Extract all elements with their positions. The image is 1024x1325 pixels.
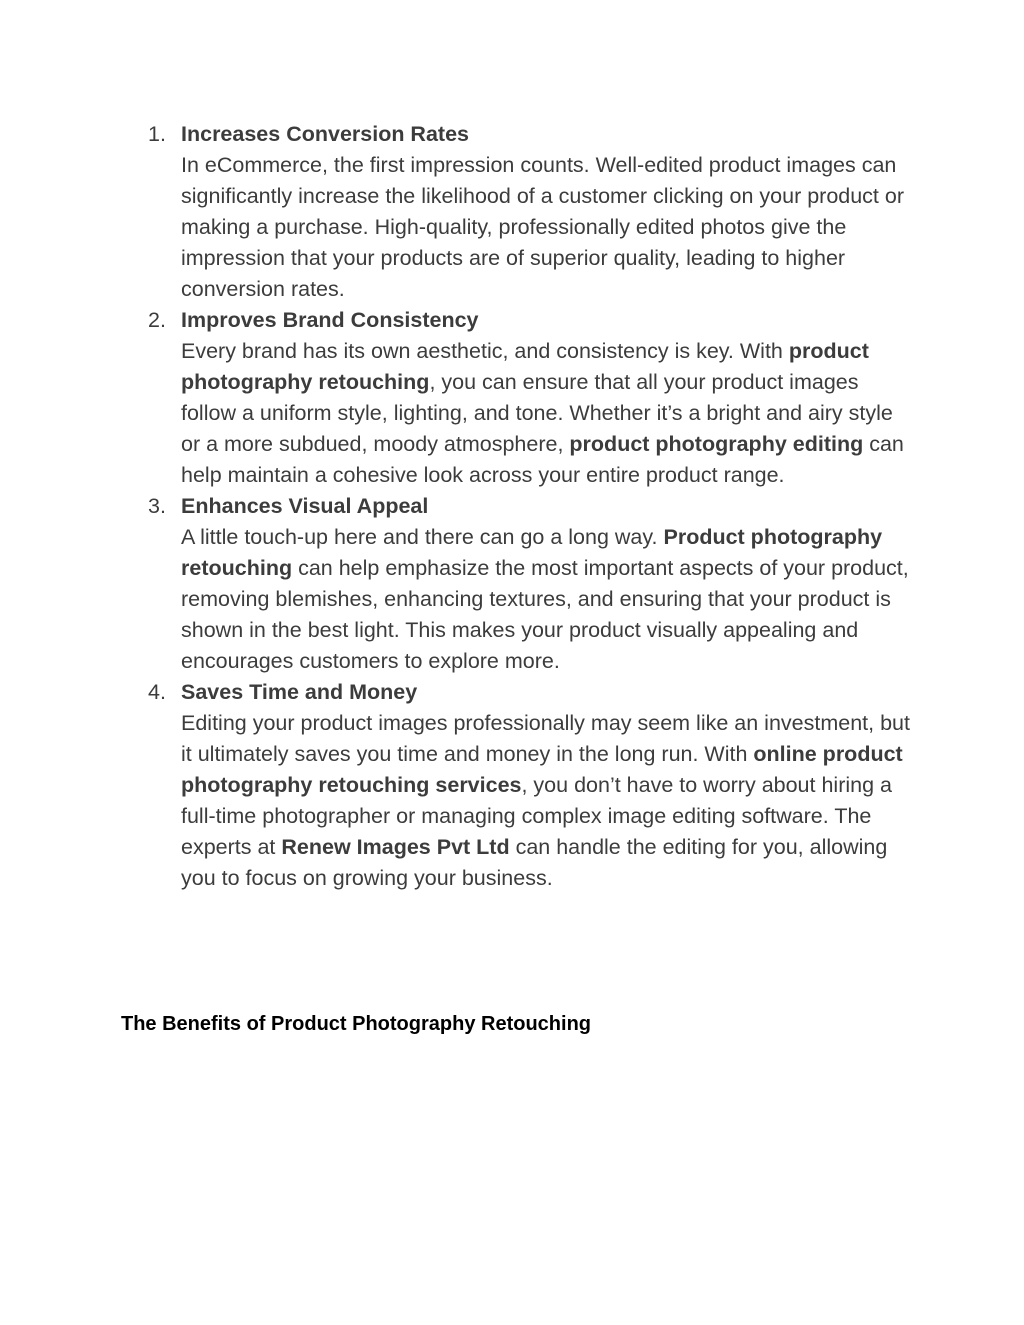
list-item-body (181, 708, 916, 894)
body-text: In eCommerce, the first impression counts. Well-edited product images can significantly increase the likelihood of a customer clicking on your product or making a purchase. High-quality, professionally edited photos give the impression that your products are of superior quality, leading to higher conversion rates. (181, 153, 905, 301)
bold-keyword: product photography editing (569, 432, 864, 456)
list-item-number: 4. (148, 680, 166, 704)
list-item-title: Improves Brand Consistency (181, 308, 479, 332)
list-item-body (181, 150, 916, 305)
list-item (148, 677, 916, 894)
list-item-title: Saves Time and Money (181, 680, 418, 704)
list-item (148, 305, 916, 491)
list-item-body (181, 336, 916, 491)
body-text: Every brand has its own aesthetic, and consistency is key. With (181, 339, 789, 363)
body-text: Editing your product images professionally may seem like an investment, but it ultimately saves you time and money in the long run. With (181, 711, 910, 766)
list-item-body (181, 522, 916, 677)
bold-keyword: online product photography retouching services (181, 742, 903, 797)
bold-keyword: product photography retouching (181, 339, 869, 394)
section-heading: The Benefits of Product Photography Retouching (121, 1013, 591, 1035)
list-item (148, 119, 916, 305)
body-text: can handle the editing for you, allowing you to focus on growing your business. (181, 835, 888, 890)
list-item-number: 1. (148, 122, 166, 146)
list-item-number: 2. (148, 308, 166, 332)
list-item-title: Increases Conversion Rates (181, 122, 469, 146)
body-text: A little touch-up here and there can go a long way. (181, 525, 664, 549)
benefit-list (148, 119, 916, 894)
body-text: , you can ensure that all your product images follow a uniform style, lighting, and tone. Whether it’s a bright and airy style or a more subdued, moody atmosphere, (181, 370, 893, 456)
list-item-number: 3. (148, 494, 166, 518)
body-text: can help maintain a cohesive look across your entire product range. (181, 432, 904, 487)
bold-keyword: Product photography retouching (181, 525, 883, 580)
list-item-title: Enhances Visual Appeal (181, 494, 429, 518)
list-item (148, 491, 916, 677)
body-text: can help emphasize the most important aspects of your product, removing blemishes, enhancing textures, and ensuring that your product is shown in the best light. This makes your product visually appealing and encourages customers to explore more. (181, 556, 909, 673)
bold-keyword: Renew Images Pvt Ltd (281, 835, 510, 859)
body-text: , you don’t have to worry about hiring a full-time photographer or managing complex image editing software. The experts at (181, 773, 892, 859)
